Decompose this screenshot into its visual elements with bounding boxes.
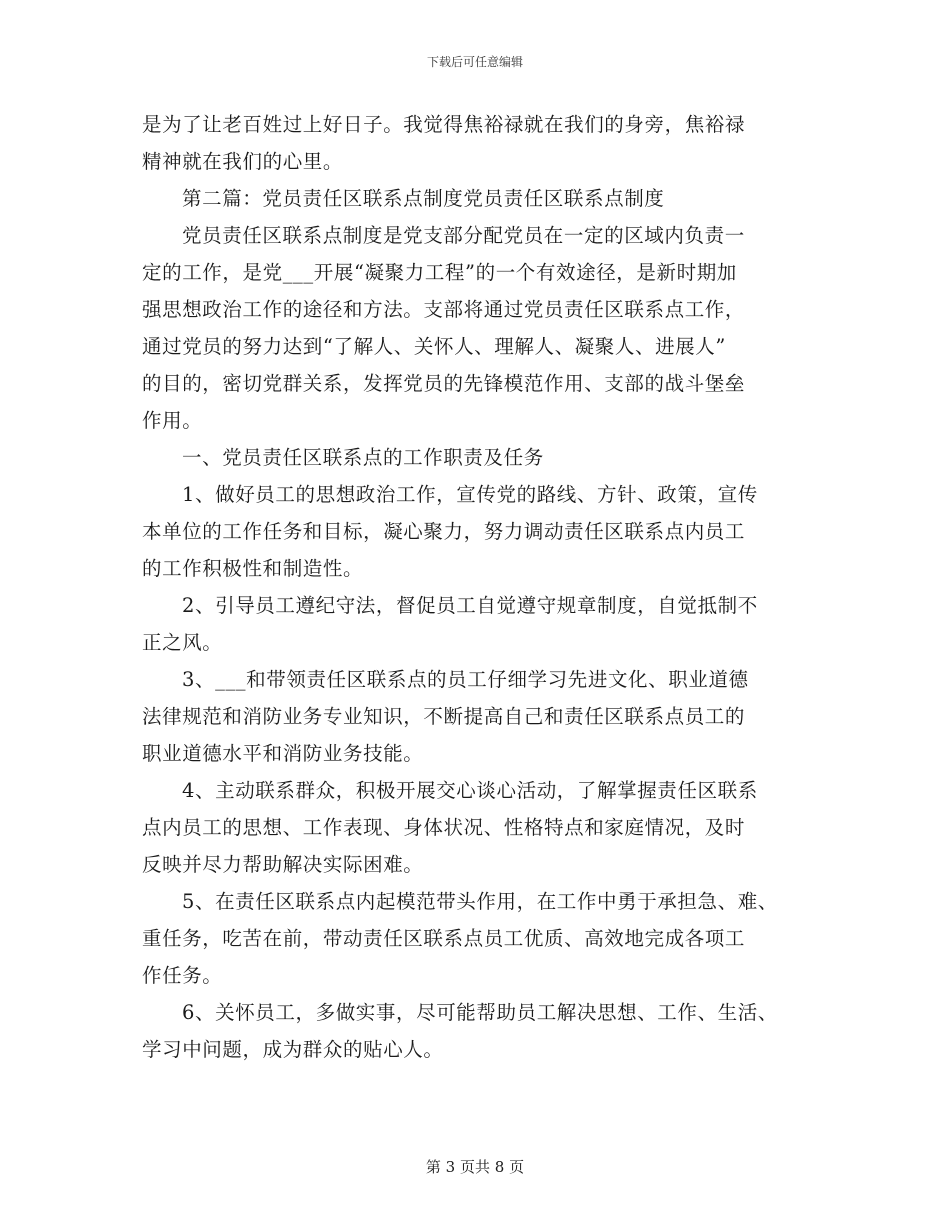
list-item-1: 1、做好员工的思想政治工作，宣传党的路线、方针、政策，宣传	[182, 483, 758, 506]
body-line: 的工作积极性和制造性。	[142, 557, 364, 580]
body-line: 通过党员的努力达到“了解人、关怀人、理解人、凝聚人、进展人”	[142, 335, 726, 358]
body-line: 是为了让老百姓过上好日子。我觉得焦裕禄就在我们的身旁，焦裕禄	[142, 113, 746, 136]
body-line: 重任务，吃苦在前，带动责任区联系点员工优质、高效地完成各项工	[142, 927, 746, 950]
body-line: 法律规范和消防业务专业知识，不断提高自己和责任区联系点员工的	[142, 705, 746, 728]
list-item-4: 4、主动联系群众，积极开展交心谈心活动，了解掌握责任区联系	[182, 779, 758, 802]
body-line: 本单位的工作任务和目标，凝心聚力，努力调动责任区联系点内员工	[142, 520, 746, 543]
list-item-6: 6、关怀员工，多做实事，尽可能帮助员工解决思想、工作、生活、	[182, 1001, 778, 1024]
list-item-5: 5、在责任区联系点内起模范带头作用，在工作中勇于承担急、难、	[182, 890, 778, 913]
body-line: 强思想政治工作的途径和方法。支部将通过党员责任区联系点工作，	[142, 298, 746, 321]
body-line: 党员责任区联系点制度是党支部分配党员在一定的区域内负责一	[182, 224, 745, 247]
body-line: 定的工作，是党___开展“凝聚力工程”的一个有效途径，是新时期加	[142, 261, 737, 284]
body-line: 作用。	[142, 409, 203, 432]
list-item-2: 2、引导员工遵纪守法，督促员工自觉遵守规章制度，自觉抵制不	[182, 594, 758, 617]
list-item-3: 3、___和带领责任区联系点的员工仔细学习先进文化、职业道德	[182, 668, 749, 691]
body-line: 反映并尽力帮助解决实际困难。	[142, 853, 424, 876]
body-line: 精神就在我们的心里。	[142, 150, 344, 173]
body-line: 的目的，密切党群关系，发挥党员的先锋模范作用、支部的战斗堡垒	[142, 372, 746, 395]
document-body	[142, 106, 812, 1068]
body-line: 点内员工的思想、工作表现、身体状况、性格特点和家庭情况，及时	[142, 816, 746, 839]
subsection-heading: 一、党员责任区联系点的工作职责及任务	[182, 446, 544, 469]
page-number: 第 3 页共 8 页	[425, 1158, 525, 1176]
body-line: 职业道德水平和消防业务技能。	[142, 742, 424, 765]
section-title: 第二篇：党员责任区联系点制度党员责任区联系点制度	[182, 187, 665, 210]
body-line: 作任务。	[142, 964, 223, 987]
page-header: 下载后可任意编辑	[426, 55, 523, 69]
body-line: 正之风。	[142, 631, 223, 654]
body-line: 学习中问题，成为群众的贴心人。	[142, 1038, 444, 1061]
